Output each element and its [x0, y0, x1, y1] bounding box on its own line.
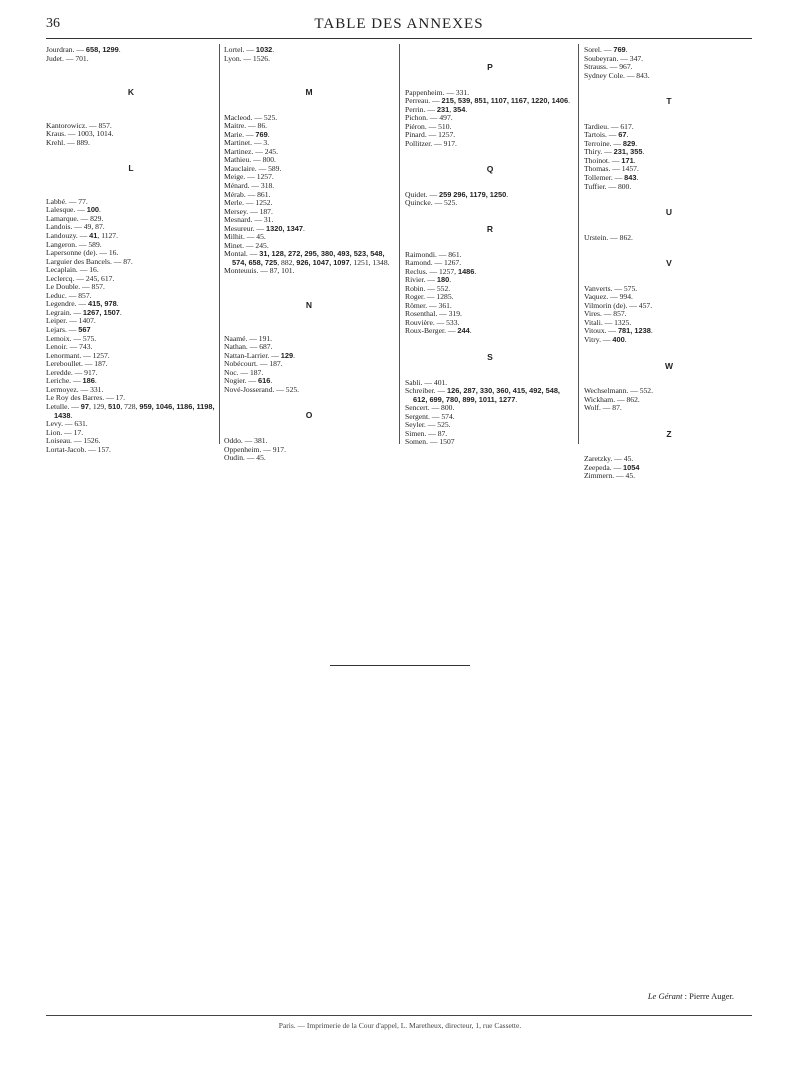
spacer [584, 370, 754, 387]
index-entry: Martinez. — 245. [224, 146, 278, 156]
index-column-3 [405, 46, 575, 447]
index-entry: Jourdran. — 658, 1299. [46, 45, 121, 54]
index-entry: Labbé. — 77. [46, 196, 88, 206]
index-entry: Levy. — 631. [46, 419, 88, 429]
index-entry: Mesureur. — 1320, 1347. [224, 223, 305, 233]
spacer [584, 268, 754, 285]
index-entry: Meige. — 1257. [224, 172, 274, 182]
spacer [405, 234, 575, 251]
gerant-label: Le Gérant [647, 991, 683, 1001]
index-entry: Oppenheim. — 917. [224, 444, 287, 454]
index-entry: Pinard. — 1257. [405, 130, 456, 140]
index-entry: Robin. — 552. [405, 283, 451, 293]
index-entry: Vaquez. — 994. [584, 292, 633, 302]
index-column-1 [46, 46, 216, 454]
spacer [46, 173, 216, 198]
index-entry: Pappenheim. — 331. [405, 87, 470, 97]
index-entry: Landois. — 49, 87. [46, 222, 105, 232]
index-entry: Tardieu. — 617. [584, 121, 634, 131]
spacer [584, 106, 754, 123]
index-entry: Langeron. — 589. [46, 239, 102, 249]
index-entry: Minet. — 245. [224, 240, 269, 250]
spacer [584, 345, 754, 362]
index-entry: Sencert. — 800. [405, 403, 455, 413]
column-divider [578, 44, 579, 444]
index-entry: Rouvière. — 533. [405, 317, 460, 327]
gerant-name: : Pierre Auger. [682, 991, 734, 1001]
index-entry: Terroine. — 829. [584, 138, 638, 148]
header-rule [46, 38, 752, 39]
running-title: TABLE DES ANNEXES [314, 16, 484, 32]
index-entry: Pollitzer. — 917. [405, 138, 457, 148]
index-entry: Quidet. — 259 296, 1179, 1250. [405, 189, 509, 199]
spacer [46, 63, 216, 88]
index-entry: Tartois. — 67. [584, 130, 629, 140]
index-entry: Nogier. — 616. [224, 376, 273, 386]
index-entry: Schreiber. — 126, 287, 330, 360, 415, 492, 548, 612, 699, 780, 899, 1011, 1277. [405, 386, 560, 404]
letter-heading: V [666, 258, 672, 269]
index-entry: Leiper. — 1407. [46, 316, 96, 326]
spacer [224, 310, 394, 335]
index-entry: Soubeyran. — 347. [584, 53, 644, 63]
index-entry: Urstein. — 862. [584, 232, 633, 242]
index-entry: Oudin. — 45. [224, 453, 266, 463]
index-entry: Le Double. — 857. [46, 282, 105, 292]
index-entry: Naamé. — 191. [224, 333, 273, 343]
index-entry: Strauss. — 967. [584, 62, 633, 72]
letter-heading: S [487, 352, 493, 363]
index-entry: Lemoix. — 575. [46, 333, 97, 343]
index-entry: Nathan. — 687. [224, 342, 273, 352]
footer-rule [46, 1015, 752, 1016]
letter-heading: L [128, 163, 134, 174]
index-entry: Wechselmann. — 552. [584, 386, 653, 396]
index-entry: Lereboullet. — 187. [46, 359, 108, 369]
index-entry: Nobécourt. — 187. [224, 359, 283, 369]
index-entry: Ménard. — 318. [224, 181, 275, 191]
spacer [584, 217, 754, 234]
index-entry: Sabli. — 401. [405, 377, 448, 387]
index-entry: Simen. — 87. [405, 428, 448, 438]
index-entry: Vitry. — 400. [584, 335, 627, 345]
index-entry: Rosenthal. — 319. [405, 309, 462, 319]
index-entry: Perrin. — 231, 354. [405, 104, 468, 114]
index-entry: Nové-Josserand. — 525. [224, 384, 300, 394]
column-divider [399, 44, 400, 444]
letter-heading: R [486, 224, 494, 235]
index-entry: Monteuuis. — 87, 101. [224, 266, 295, 276]
index-entry: Wickham. — 862. [584, 394, 640, 404]
index-entry: Ramond. — 1267. [405, 258, 462, 268]
index-entry: Tollemer. — 843. [584, 173, 639, 183]
index-entry: Mathieu. — 800. [224, 155, 276, 165]
index-entry: Judet. — 701. [46, 53, 89, 63]
index-entry: Marie. — 769. [224, 129, 270, 139]
index-entry: Vitoux. — 781, 1238. [584, 326, 653, 336]
letter-heading: P [487, 62, 493, 72]
index-entry: Sergent. — 574. [405, 411, 455, 421]
index-entry: Vires. — 857. [584, 309, 627, 319]
column-divider [219, 44, 220, 444]
index-entry: Mauclaire. — 589. [224, 163, 282, 173]
index-entry: Lecaplain. — 16. [46, 265, 99, 275]
spacer [405, 208, 575, 225]
index-entry: Mesnard. — 31. [224, 215, 274, 225]
index-entry: Lermoyez. — 331. [46, 384, 104, 394]
index-entry: Roger. — 1285. [405, 292, 454, 302]
index-entry: Noc. — 187. [224, 367, 264, 377]
index-entry: Somen. — 1507 [405, 437, 455, 447]
letter-heading: W [664, 360, 674, 371]
letter-heading: Q [486, 164, 494, 175]
letter-heading: M [305, 87, 313, 98]
index-entry: Lenoir. — 743. [46, 342, 93, 352]
section-end-rule [330, 665, 470, 666]
index-entry: Vitali. — 1325. [584, 317, 632, 327]
index-entry: Le Roy des Barres. — 17. [46, 393, 126, 403]
index-entry: Vanverts. — 575. [584, 283, 638, 293]
letter-heading: N [305, 300, 313, 311]
page-header [46, 14, 752, 40]
index-entry: Pichon. — 497. [405, 113, 453, 123]
spacer [224, 63, 394, 88]
index-entry: Mérab. — 861. [224, 189, 271, 199]
index-column-4 [584, 46, 754, 481]
index-entry: Reclus. — 1257, 1486. [405, 266, 477, 276]
spacer [224, 394, 394, 411]
index-entry: Leduc. — 857. [46, 290, 92, 300]
spacer [405, 336, 575, 353]
index-entry: Römer. — 361. [405, 300, 452, 310]
spacer [405, 148, 575, 165]
letter-heading: K [127, 87, 135, 98]
index-entry: Loiseau. — 1526. [46, 436, 101, 446]
index-entry: Merle. — 1252. [224, 198, 273, 208]
index-entry: Leredde. — 917. [46, 367, 98, 377]
spacer [224, 97, 394, 114]
spacer [46, 97, 216, 122]
index-entry: Thomas. — 1457. [584, 164, 639, 174]
index-entry: Thiry. — 231, 355. [584, 147, 645, 157]
index-entry: Vilmorin (de). — 457. [584, 300, 653, 310]
index-entry: Thoinot. — 171. [584, 155, 636, 165]
letter-heading: O [305, 410, 313, 421]
index-entry: Rivier. — 180. [405, 275, 452, 285]
index-entry: Perreau. — 215, 539, 851, 1107, 1167, 1220, 1406. [405, 96, 570, 106]
spacer [584, 438, 754, 455]
spacer [224, 420, 394, 437]
spacer [584, 80, 754, 97]
index-entry: Wolf. — 87. [584, 403, 622, 413]
index-entry: Kraus. — 1003, 1014. [46, 129, 114, 139]
spacer [405, 46, 575, 63]
index-entry: Montal. — 31, 128, 272, 295, 380, 493, 523, 548, 574, 658, 725, 882, 926, 1047, 1097, 1251, 1348. [224, 249, 390, 267]
index-entry: Lapersonne (de). — 16. [46, 248, 119, 258]
spacer [405, 72, 575, 89]
index-entry: Leclercq. — 245, 617. [46, 273, 115, 283]
index-entry: Krehl. — 889. [46, 137, 90, 147]
index-entry: Lortel. — 1032. [224, 45, 275, 54]
gerant-signature [648, 991, 734, 1001]
index-entry: Lenormant. — 1257. [46, 350, 110, 360]
index-entry: Quincke. — 525. [405, 198, 458, 208]
page-number: 36 [46, 16, 60, 31]
index-entry: Legendre. — 415, 978. [46, 299, 119, 309]
spacer [224, 276, 394, 301]
index-entry: Oddo. — 381. [224, 435, 268, 445]
index-entry: Lyon. — 1526. [224, 53, 270, 63]
index-entry: Milhit. — 45. [224, 232, 266, 242]
index-entry: Larguier des Bancels. — 87. [46, 256, 133, 266]
index-entry: Seyler. — 525. [405, 420, 451, 430]
index-column-2 [224, 46, 394, 463]
index-entry: Roux-Berger. — 244. [405, 326, 472, 336]
index-entry: Raimondi. — 861. [405, 249, 462, 259]
spacer [405, 174, 575, 191]
index-entry: Tuffier. — 800. [584, 181, 632, 191]
index-entry: Lortat-Jacob. — 157. [46, 444, 111, 454]
spacer [584, 413, 754, 430]
index-entry: Zaretzky. — 45. [584, 454, 634, 464]
printer-imprint: Paris. — Imprimerie de la Cour d'appel, L. Maretheux, directeur, 1, rue Cassette. [278, 1021, 522, 1030]
letter-heading: Z [666, 428, 672, 439]
index-entry: Martinet. — 3. [224, 138, 270, 148]
index-entry: Kantorowicz. — 857. [46, 120, 112, 130]
spacer [584, 191, 754, 208]
spacer [405, 362, 575, 379]
index-entry: Letulle. — 97, 129, 510, 728, 959, 1046, 1186, 1198, 1438. [46, 401, 215, 420]
index-entry: Lejars. — 567 [46, 325, 91, 335]
index-entry: Macleod. — 525. [224, 112, 278, 122]
index-entry: Lion. — 17. [46, 427, 84, 437]
index-entry: Legrain. — 1267, 1507. [46, 307, 122, 317]
index-entry: Lalesque. — 100. [46, 205, 101, 215]
index-entry: Zeepeda. — 1054 [584, 462, 640, 472]
spacer [46, 147, 216, 164]
index-entry: Landouzy. — 41, 1127. [46, 231, 119, 241]
index-entry: Nattan-Larrier. — 129. [224, 350, 295, 360]
index-entry: Piéron. — 510. [405, 121, 452, 131]
index-entry: Zimmern. — 45. [584, 471, 636, 481]
spacer [584, 242, 754, 259]
index-entry: Lamarque. — 829. [46, 213, 104, 223]
letter-heading: U [665, 207, 673, 218]
index-entry: Maitre. — 86. [224, 121, 268, 131]
index-entry: Sorel. — 769. [584, 45, 628, 54]
index-entry: Sydney Cole. — 843. [584, 70, 650, 80]
index-entry: Leriche. — 186. [46, 376, 97, 386]
index-entry: Mersey. — 187. [224, 206, 273, 216]
letter-heading: T [666, 96, 672, 107]
